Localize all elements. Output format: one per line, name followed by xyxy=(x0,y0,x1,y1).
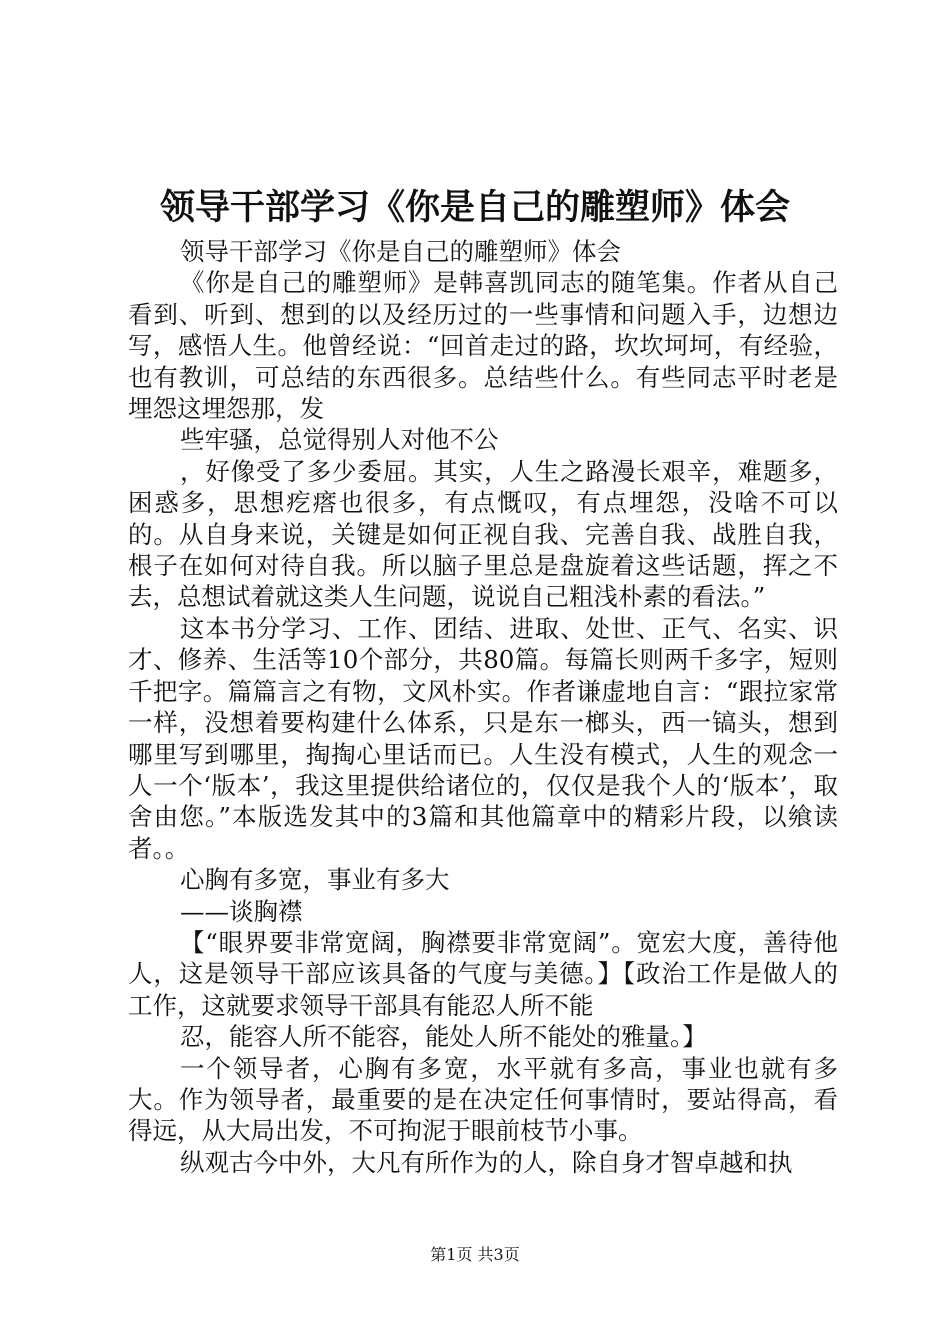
document-title: 领导干部学习《你是自己的雕塑师》体会 xyxy=(159,188,790,228)
paragraph: 领导干部学习《你是自己的雕塑师》体会 xyxy=(180,237,621,266)
paragraph: 一个领导者，心胸有多宽，水平就有多高，事业也就有多大。作为领导者，最重要的是在决定任何事情时，要站得高，看得远，从大局出发，不可拘泥于眼前枝节小事。 xyxy=(128,1053,838,1146)
paragraph: ，好像受了多少委屈。其实，人生之路漫长艰辛，难题多，困惑多，思想疙瘩也很多，有点慨叹，有点埋怨，没啥不可以的。从自身来说，关键是如何正视自我、完善自我、战胜自我，根子在如何对待自我。所以脑子里总是盘旋着这些话题，挥之不去，总想试着就这类人生问题，说说自己粗浅朴素的看法。” xyxy=(128,456,838,612)
paragraph: 《你是自己的雕塑师》是韩喜凯同志的随笔集。作者从自己看到、听到、想到的以及经历过的一些事情和问题入手，边想边写，感悟人生。他曾经说：“回首走过的路，坎坎坷坷，有经验，也有教训，可总结的东西很多。总结些什么。有些同志平时老是埋怨这埋怨那，发 xyxy=(128,268,838,424)
paragraph: 【“眼界要非常宽阔，胸襟要非常宽阔”。宽宏大度，善待他人，这是领导干部应该具备的气度与美德。】【政治工作是做人的工作，这就要求领导干部具有能忍人所不能 xyxy=(128,927,838,1020)
paragraph: 忍，能容人所不能容，能处人所不能处的雅量。】 xyxy=(180,1022,707,1052)
section-subheading: ——谈胸襟 xyxy=(180,896,303,926)
document-body xyxy=(128,236,838,1178)
paragraph: 纵观古今中外，大凡有所作为的人，除自身才智卓越和执 xyxy=(180,1147,793,1177)
section-heading: 心胸有多宽，事业有多大 xyxy=(180,865,450,895)
paragraph: 这本书分学习、工作、团结、进取、处世、正气、名实、识才、修养、生活等10个部分，共80篇。每篇长则两千多字，短则千把字。篇篇言之有物，文风朴实。作者谦虚地自言：“跟拉家常一样，没想着要构建什么体系，只是东一榔头，西一镐头，想到哪里写到哪里，掏掏心里话而已。人生没有模式，人生的观念一人一个‘版本’，我这里提供给诸位的，仅仅是我个人的‘版本’，取舍由您。”本版选发其中的3篇和其他篇章中的精彩片段，以飨读者。。 xyxy=(128,613,838,863)
page-footer: 第1页 共3页 xyxy=(430,1245,520,1264)
paragraph: 些牢骚，总觉得别人对他不公 xyxy=(180,425,499,455)
